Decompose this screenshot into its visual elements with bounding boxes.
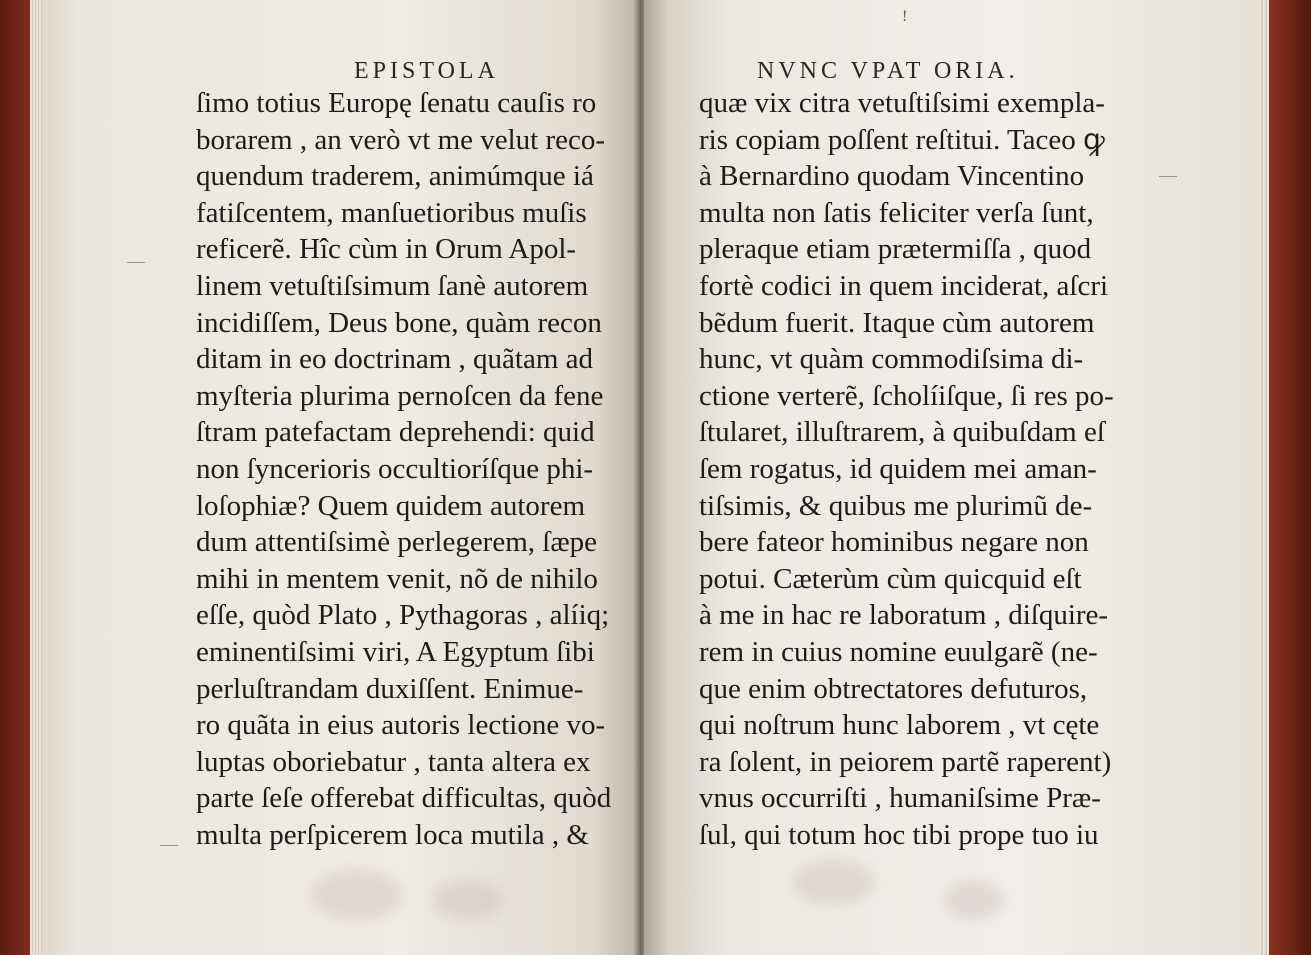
right-text-block: [699, 85, 1154, 853]
left-page: [42, 0, 640, 955]
text-line: ſtularet, illuſtrarem, à quibuſdam eſ: [699, 416, 1105, 449]
text-line: multa non ſatis feliciter verſa ſunt,: [699, 196, 1094, 229]
text-line: reficerẽ. Hîc cùm in Orum Apol-: [196, 233, 577, 266]
paper-stain: [312, 870, 402, 920]
text-line: ſimo totius Europę ſenatu cauſis ro: [196, 87, 597, 119]
text-line: à me in hac re laboratum , diſquire-: [699, 599, 1109, 632]
text-line: incidiſſem, Deus bone, quàm recon: [196, 306, 602, 339]
text-line: à Bernardino quodam Vincentino: [699, 160, 1085, 193]
text-line: mihi in mentem venit, nõ de nihilo: [196, 562, 598, 595]
text-line: ſem rogatus, id quidem mei aman-: [699, 452, 1097, 485]
text-line: ro quãta in eius autoris lectione vo-: [196, 709, 606, 742]
paper-stain: [944, 880, 1004, 920]
text-line: rem in cuius nomine euulgarẽ (ne-: [699, 635, 1098, 668]
text-line: eſſe, quòd Plato , Pythagoras , alíiq;: [196, 599, 610, 632]
right-running-head: NVNC VPAT ORIA.: [757, 58, 1019, 84]
text-line: luptas oboriebatur , tanta altera ex: [196, 745, 591, 778]
left-running-head: EPISTOLA: [354, 58, 499, 84]
left-text-block: [196, 85, 631, 853]
text-line: multa perſpicerem loca mutila , &: [196, 818, 589, 851]
text-line: parte ſeſe offerebat difficultas, quòd: [196, 782, 612, 815]
text-line: pleraque etiam prætermiſſa , quod: [699, 233, 1092, 266]
gutter-mark: !: [902, 8, 908, 25]
text-line: loſophiæ? Quem quidem autorem: [196, 489, 586, 522]
text-line: perluſtrandam duxiſſent. Enimue-: [196, 672, 584, 705]
text-line: qui noſtrum hunc laborem , vt cęte: [699, 709, 1100, 742]
text-line: quendum traderem, animúmque iá: [196, 160, 594, 193]
text-line: ris copiam poſſent reſtitui. Taceo ꝙ: [699, 123, 1105, 156]
text-line: ctione verterẽ, ſcholíiſque, ſi res po-: [699, 379, 1114, 412]
text-line: eminentiſsimi viri, A Egyptum ſibi: [196, 635, 595, 668]
text-line: myſteria plurima pernoſcen da fene: [196, 379, 604, 412]
text-line: potui. Cæterùm cùm quicquid eſt: [699, 562, 1082, 595]
text-line: bere fateor hominibus negare non: [699, 526, 1089, 559]
margin-mark: [1159, 176, 1177, 177]
text-line: quæ vix citra vetuſtiſsimi exempla-: [699, 87, 1105, 119]
text-line: vnus occurriſti , humaniſsime Præ-: [699, 782, 1101, 815]
text-line: ſtram patefactam deprehendi: quid: [196, 416, 595, 449]
right-page: [644, 0, 1260, 955]
text-line: ditam in eo doctrinam , quãtam ad: [196, 343, 594, 376]
text-line: fatiſcentem, manſuetioribus muſis: [196, 196, 587, 229]
text-line: non ſyncerioris occultioríſque phi-: [196, 452, 594, 485]
text-line: fortè codici in quem inciderat, aſcri: [699, 269, 1109, 302]
text-line: ra ſolent, in peiorem partẽ raperent): [699, 745, 1112, 778]
text-line: que enim obtrectatores defuturos,: [699, 672, 1088, 705]
text-line: bẽdum fuerit. Itaque cùm autorem: [699, 306, 1095, 339]
text-line: hunc, vt quàm commodiſsima di-: [699, 343, 1084, 376]
text-line: borarem , an verò vt me velut reco-: [196, 123, 606, 156]
text-line: dum attentiſsimè perlegerem, ſæpe: [196, 526, 598, 559]
text-line: linem vetuſtiſsimum ſanè autorem: [196, 269, 589, 302]
text-line: ſul, qui totum hoc tibi prope tuo iu: [699, 818, 1099, 851]
paper-stain: [794, 860, 874, 905]
paper-stain: [432, 880, 502, 920]
margin-mark: [127, 262, 145, 263]
margin-mark: [160, 845, 178, 846]
text-line: tiſsimis, & quibus me plurimũ de-: [699, 489, 1093, 522]
